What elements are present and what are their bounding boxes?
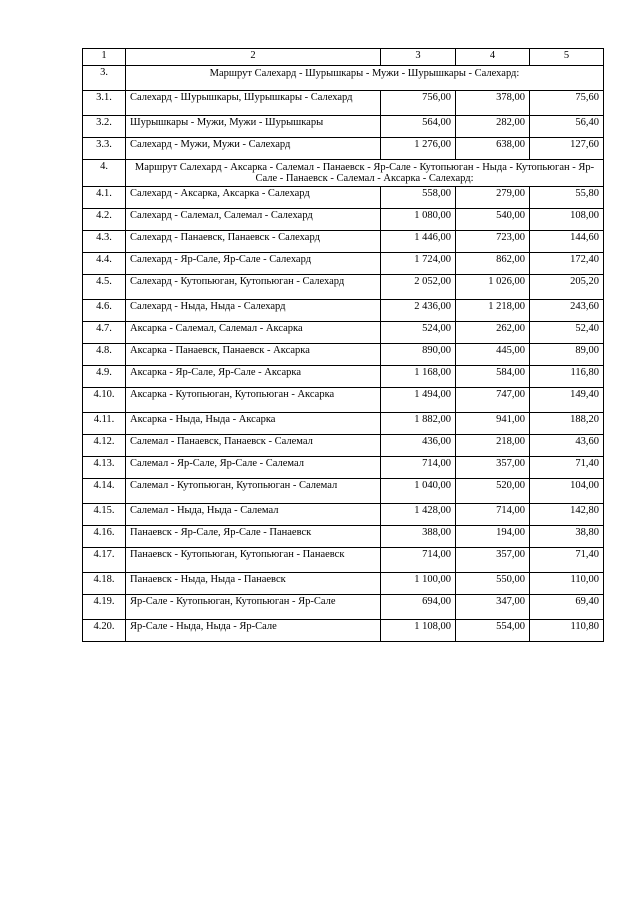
value-col-3: 714,00	[381, 457, 456, 479]
table-row	[83, 413, 604, 435]
value-col-3: 1 168,00	[381, 366, 456, 388]
route-name: Аксарка - Панаевск, Панаевск - Аксарка	[126, 344, 381, 366]
value-col-5: 75,60	[530, 91, 604, 116]
route-name: Шурышкары - Мужи, Мужи - Шурышкары	[126, 116, 381, 138]
row-number: 4.8.	[83, 344, 126, 366]
row-number: 4.15.	[83, 504, 126, 526]
route-name: Аксарка - Ныда, Ныда - Аксарка	[126, 413, 381, 435]
value-col-3: 1 100,00	[381, 573, 456, 595]
table-row	[83, 91, 604, 116]
value-col-5: 142,80	[530, 504, 604, 526]
table-row	[83, 138, 604, 160]
value-col-4: 520,00	[456, 479, 530, 504]
value-col-5: 127,60	[530, 138, 604, 160]
value-col-3: 524,00	[381, 322, 456, 344]
route-name: Панаевск - Ныда, Ныда - Панаевск	[126, 573, 381, 595]
row-number: 4.2.	[83, 209, 126, 231]
row-number: 4.13.	[83, 457, 126, 479]
value-col-4: 279,00	[456, 187, 530, 209]
column-header-2: 2	[126, 49, 381, 66]
value-col-3: 890,00	[381, 344, 456, 366]
row-number: 4.19.	[83, 595, 126, 620]
value-col-4: 1 026,00	[456, 275, 530, 300]
value-col-3: 558,00	[381, 187, 456, 209]
table-row	[83, 344, 604, 366]
row-number: 4.4.	[83, 253, 126, 275]
value-col-4: 1 218,00	[456, 300, 530, 322]
row-number: 4.14.	[83, 479, 126, 504]
route-name: Салехард - Шурышкары, Шурышкары - Салехард	[126, 91, 381, 116]
value-col-4: 714,00	[456, 504, 530, 526]
value-col-4: 723,00	[456, 231, 530, 253]
column-header-5: 5	[530, 49, 604, 66]
table-row	[83, 116, 604, 138]
value-col-4: 862,00	[456, 253, 530, 275]
route-name: Салемал - Яр-Сале, Яр-Сале - Салемал	[126, 457, 381, 479]
value-col-5: 205,20	[530, 275, 604, 300]
table-row	[83, 620, 604, 642]
row-number: 3.1.	[83, 91, 126, 116]
value-col-4: 550,00	[456, 573, 530, 595]
value-col-5: 116,80	[530, 366, 604, 388]
table-row	[83, 526, 604, 548]
value-col-4: 941,00	[456, 413, 530, 435]
value-col-4: 357,00	[456, 548, 530, 573]
row-number: 4.6.	[83, 300, 126, 322]
value-col-4: 445,00	[456, 344, 530, 366]
value-col-4: 378,00	[456, 91, 530, 116]
row-number: 4.20.	[83, 620, 126, 642]
value-col-5: 108,00	[530, 209, 604, 231]
tariff-table	[82, 48, 604, 642]
value-col-5: 104,00	[530, 479, 604, 504]
group-number: 4.	[83, 160, 126, 187]
value-col-4: 262,00	[456, 322, 530, 344]
route-name: Салемал - Кутопьюган, Кутопьюган - Салемал	[126, 479, 381, 504]
value-col-4: 554,00	[456, 620, 530, 642]
value-col-4: 357,00	[456, 457, 530, 479]
table-row	[83, 300, 604, 322]
row-number: 3.3.	[83, 138, 126, 160]
value-col-5: 69,40	[530, 595, 604, 620]
table-row	[83, 187, 604, 209]
table-row	[83, 595, 604, 620]
route-name: Салехард - Аксарка, Аксарка - Салехард	[126, 187, 381, 209]
route-name: Аксарка - Кутопьюган, Кутопьюган - Аксарка	[126, 388, 381, 413]
value-col-4: 347,00	[456, 595, 530, 620]
table-row	[83, 275, 604, 300]
route-name: Салехард - Ныда, Ныда - Салехард	[126, 300, 381, 322]
route-name: Панаевск - Яр-Сале, Яр-Сале - Панаевск	[126, 526, 381, 548]
route-name: Салехард - Мужи, Мужи - Салехард	[126, 138, 381, 160]
value-col-3: 1 080,00	[381, 209, 456, 231]
route-name: Салехард - Яр-Сале, Яр-Сале - Салехард	[126, 253, 381, 275]
value-col-5: 144,60	[530, 231, 604, 253]
table-row	[83, 388, 604, 413]
value-col-5: 52,40	[530, 322, 604, 344]
row-number: 4.12.	[83, 435, 126, 457]
table-row	[83, 548, 604, 573]
column-header-4: 4	[456, 49, 530, 66]
value-col-3: 1 428,00	[381, 504, 456, 526]
row-number: 4.7.	[83, 322, 126, 344]
value-col-5: 110,80	[530, 620, 604, 642]
table-row	[83, 504, 604, 526]
row-number: 4.5.	[83, 275, 126, 300]
value-col-5: 188,20	[530, 413, 604, 435]
group-title: Маршрут Салехард - Аксарка - Салемал - Панаевск - Яр-Сале - Кутопьюган - Ныда - Кутопьюган - Яр-Сале - Панаевск - Салемал - Аксарка - Салехард:	[126, 160, 604, 187]
table-row	[83, 457, 604, 479]
value-col-3: 694,00	[381, 595, 456, 620]
value-col-5: 149,40	[530, 388, 604, 413]
row-number: 4.10.	[83, 388, 126, 413]
value-col-5: 243,60	[530, 300, 604, 322]
table-row	[83, 231, 604, 253]
route-name: Аксарка - Яр-Сале, Яр-Сале - Аксарка	[126, 366, 381, 388]
value-col-4: 638,00	[456, 138, 530, 160]
route-name: Салемал - Ныда, Ныда - Салемал	[126, 504, 381, 526]
row-number: 4.18.	[83, 573, 126, 595]
row-number: 4.1.	[83, 187, 126, 209]
value-col-4: 194,00	[456, 526, 530, 548]
value-col-5: 89,00	[530, 344, 604, 366]
value-col-3: 1 276,00	[381, 138, 456, 160]
value-col-3: 1 724,00	[381, 253, 456, 275]
route-name: Салехард - Панаевск, Панаевск - Салехард	[126, 231, 381, 253]
route-name: Салехард - Салемал, Салемал - Салехард	[126, 209, 381, 231]
value-col-3: 1 494,00	[381, 388, 456, 413]
table-row	[83, 253, 604, 275]
value-col-4: 540,00	[456, 209, 530, 231]
row-number: 4.16.	[83, 526, 126, 548]
row-number: 4.11.	[83, 413, 126, 435]
value-col-3: 1 040,00	[381, 479, 456, 504]
value-col-4: 282,00	[456, 116, 530, 138]
value-col-4: 218,00	[456, 435, 530, 457]
column-header-1: 1	[83, 49, 126, 66]
value-col-3: 436,00	[381, 435, 456, 457]
route-name: Яр-Сале - Ныда, Ныда - Яр-Сале	[126, 620, 381, 642]
route-group-row	[83, 160, 604, 187]
value-col-3: 756,00	[381, 91, 456, 116]
route-name: Панаевск - Кутопьюган, Кутопьюган - Панаевск	[126, 548, 381, 573]
table-row	[83, 322, 604, 344]
table-row	[83, 209, 604, 231]
route-name: Аксарка - Салемал, Салемал - Аксарка	[126, 322, 381, 344]
value-col-5: 56,40	[530, 116, 604, 138]
column-header-3: 3	[381, 49, 456, 66]
row-number: 3.2.	[83, 116, 126, 138]
value-col-5: 71,40	[530, 548, 604, 573]
route-name: Салемал - Панаевск, Панаевск - Салемал	[126, 435, 381, 457]
table-row	[83, 479, 604, 504]
table-row	[83, 366, 604, 388]
group-title: Маршрут Салехард - Шурышкары - Мужи - Шурышкары - Салехард:	[126, 66, 604, 91]
route-name: Яр-Сале - Кутопьюган, Кутопьюган - Яр-Сале	[126, 595, 381, 620]
row-number: 4.9.	[83, 366, 126, 388]
value-col-5: 38,80	[530, 526, 604, 548]
value-col-4: 747,00	[456, 388, 530, 413]
value-col-3: 388,00	[381, 526, 456, 548]
value-col-3: 714,00	[381, 548, 456, 573]
value-col-5: 172,40	[530, 253, 604, 275]
table-row	[83, 435, 604, 457]
column-number-row	[83, 49, 604, 66]
value-col-3: 1 882,00	[381, 413, 456, 435]
route-group-row	[83, 66, 604, 91]
route-name: Салехард - Кутопьюган, Кутопьюган - Салехард	[126, 275, 381, 300]
value-col-5: 43,60	[530, 435, 604, 457]
value-col-5: 110,00	[530, 573, 604, 595]
value-col-3: 2 052,00	[381, 275, 456, 300]
value-col-3: 2 436,00	[381, 300, 456, 322]
table-row	[83, 573, 604, 595]
group-number: 3.	[83, 66, 126, 91]
value-col-4: 584,00	[456, 366, 530, 388]
row-number: 4.3.	[83, 231, 126, 253]
value-col-3: 1 108,00	[381, 620, 456, 642]
row-number: 4.17.	[83, 548, 126, 573]
table-body	[83, 66, 604, 642]
value-col-3: 564,00	[381, 116, 456, 138]
value-col-5: 55,80	[530, 187, 604, 209]
value-col-3: 1 446,00	[381, 231, 456, 253]
value-col-5: 71,40	[530, 457, 604, 479]
